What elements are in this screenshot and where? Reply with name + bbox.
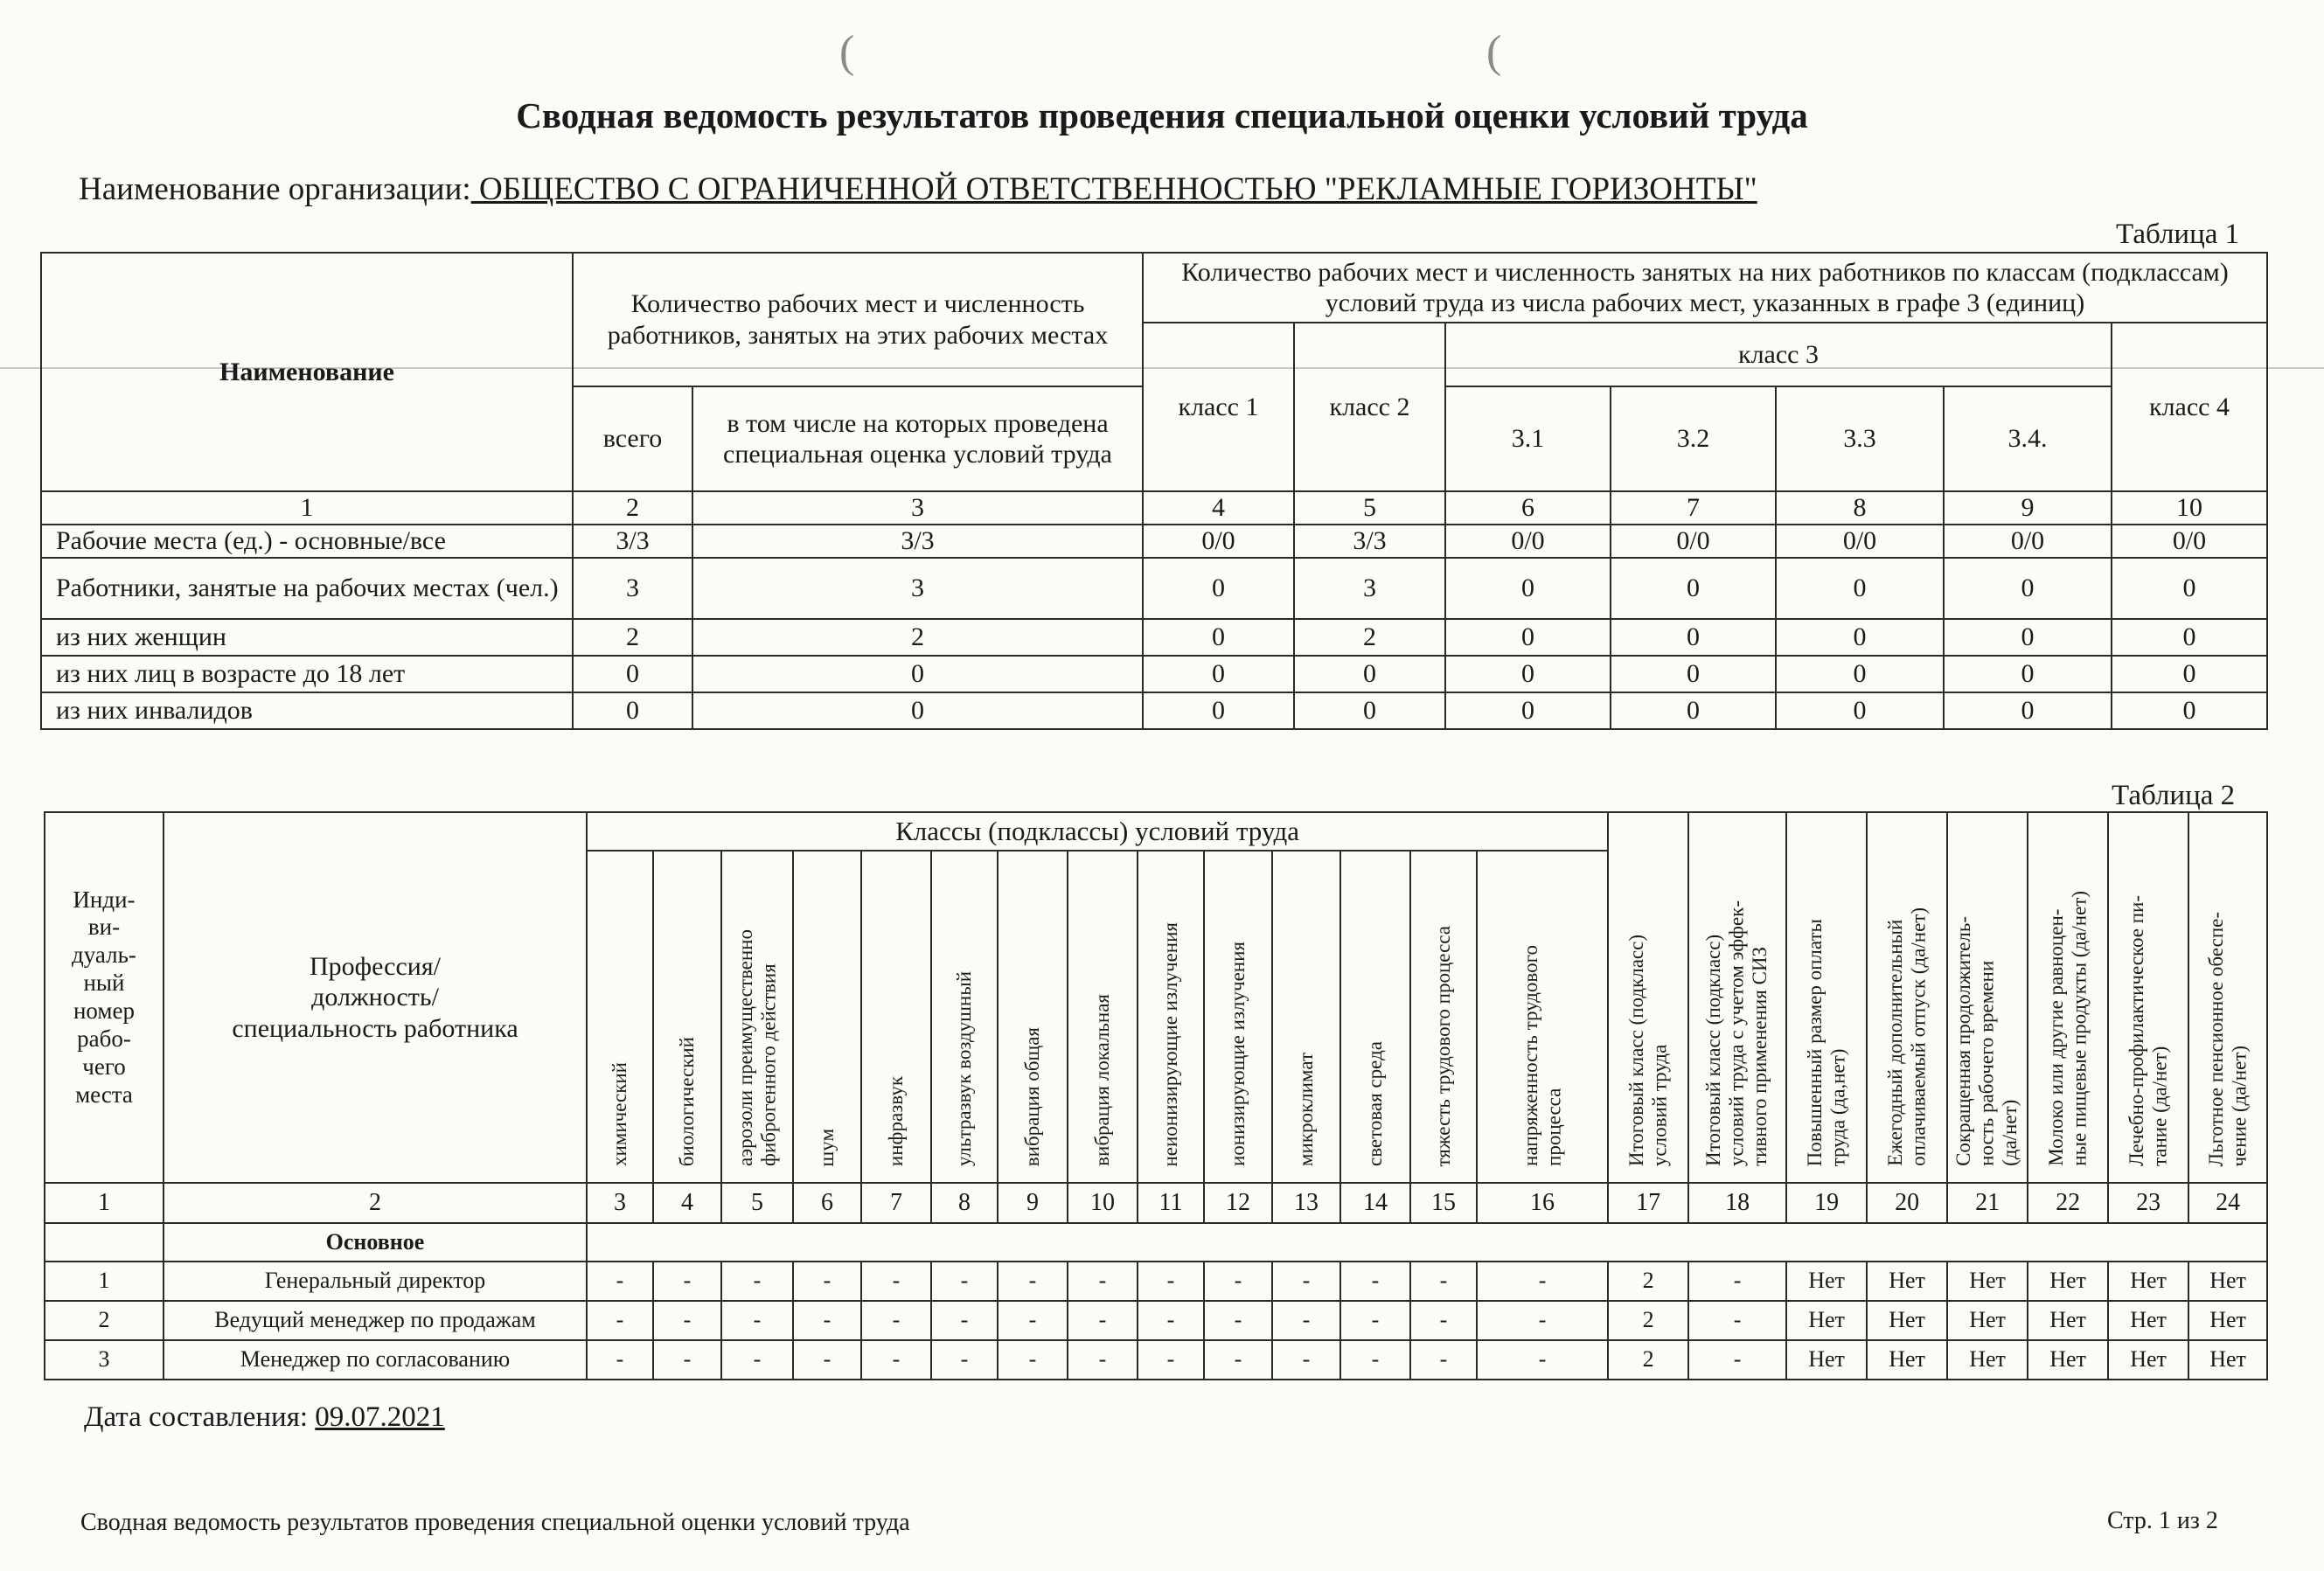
section-label: Основное	[164, 1223, 587, 1262]
column-number-row	[41, 491, 2267, 525]
header-factor-column	[1340, 851, 1410, 1183]
cell-value: -	[1272, 1301, 1340, 1340]
header-extra-text: Льготное пенсионное обеспе- чение (да/нет)	[2204, 911, 2251, 1167]
header-extra-text: Ежегодный дополнительный оплачиваемый отпуск (да/нет)	[1883, 907, 1930, 1167]
cell-value: 2	[1608, 1340, 1688, 1380]
cell-value: -	[861, 1262, 931, 1301]
profession-name: Генеральный директор	[164, 1262, 587, 1301]
column-number: 8	[931, 1183, 998, 1223]
header-class2: класс 2	[1294, 323, 1445, 491]
cell-value: -	[1204, 1301, 1272, 1340]
header-workplaces-group: Количество рабочих мест и численность работников, занятых на этих рабочих местах	[573, 253, 1143, 386]
profession-name: Ведущий менеджер по продажам	[164, 1301, 587, 1340]
profession-name: Менеджер по согласованию	[164, 1340, 587, 1380]
cell-value: -	[1410, 1340, 1477, 1380]
organization-line	[79, 170, 1757, 208]
page-number: Стр. 1 из 2	[2107, 1507, 2218, 1534]
cell-value: -	[1068, 1340, 1138, 1380]
header-factor-column	[587, 851, 653, 1183]
cell-value: -	[587, 1262, 653, 1301]
cell-value: Нет	[2108, 1340, 2188, 1380]
table-row	[41, 619, 2267, 656]
cell-value: -	[793, 1301, 861, 1340]
cell-value: -	[1340, 1262, 1410, 1301]
cell-value: Нет	[1786, 1262, 1867, 1301]
header-factor-column	[1068, 851, 1138, 1183]
cell-value: -	[1477, 1262, 1608, 1301]
cell-value: 3	[692, 558, 1143, 619]
cell-value: Нет	[1786, 1301, 1867, 1340]
header-extra-column	[1786, 812, 1867, 1183]
header-factor-column	[1204, 851, 1272, 1183]
column-number: 7	[1611, 491, 1776, 525]
cell-value: 0/0	[2112, 525, 2267, 558]
cell-value: 0	[1611, 619, 1776, 656]
cell-value: 0	[1143, 558, 1294, 619]
cell-value: -	[1340, 1301, 1410, 1340]
cell-value: 0/0	[1143, 525, 1294, 558]
column-number: 3	[692, 491, 1143, 525]
column-number: 6	[1445, 491, 1611, 525]
header-extra-text: Лечебно-профилактическое пи- тание (да/нет)	[2125, 895, 2171, 1167]
header-factor-column	[721, 851, 793, 1183]
cell-value: Нет	[1947, 1301, 2028, 1340]
header-total: всего	[573, 386, 692, 491]
cell-value: 0	[2112, 558, 2267, 619]
cell-value: -	[653, 1340, 721, 1380]
header-profession: Профессия/ должность/ специальность работника	[164, 812, 587, 1183]
header-factor-column	[998, 851, 1068, 1183]
table-row	[41, 656, 2267, 692]
cell-value: -	[1204, 1340, 1272, 1380]
column-number: 19	[1786, 1183, 1867, 1223]
cell-value: -	[1688, 1340, 1786, 1380]
cell-value: -	[1068, 1301, 1138, 1340]
header-class1: класс 1	[1143, 323, 1294, 491]
cell-value: Нет	[1947, 1340, 2028, 1380]
column-number: 5	[721, 1183, 793, 1223]
cell-value: 0	[1143, 656, 1294, 692]
cell-value: -	[653, 1301, 721, 1340]
header-extra-column	[1688, 812, 1786, 1183]
cell-value: 0	[692, 692, 1143, 729]
table-row	[45, 1340, 2267, 1380]
cell-value: 0	[1611, 692, 1776, 729]
summary-table-2	[44, 811, 2268, 1380]
workplace-number: 2	[45, 1301, 164, 1340]
header-factor-text: ионизирующие излучения	[1226, 942, 1249, 1167]
summary-table-1	[40, 252, 2268, 730]
cell-value: -	[1688, 1301, 1786, 1340]
cell-value: 0	[1445, 619, 1611, 656]
column-number: 5	[1294, 491, 1445, 525]
header-class3-3: 3.3	[1776, 386, 1944, 491]
column-number: 1	[45, 1183, 164, 1223]
organization-name: ОБЩЕСТВО С ОГРАНИЧЕННОЙ ОТВЕТСТВЕННОСТЬЮ "РЕКЛАМНЫЕ ГОРИЗОНТЫ"	[470, 171, 1757, 207]
cell-value: -	[721, 1301, 793, 1340]
header-classes-group: Количество рабочих мест и численность занятых на них работников по классам (подклассам) условий труда из числа рабочих мест, указанных в графе 3 (единиц)	[1143, 253, 2267, 323]
table-row	[41, 558, 2267, 619]
table-row	[41, 525, 2267, 558]
column-number: 4	[1143, 491, 1294, 525]
cell-value: Нет	[2188, 1301, 2267, 1340]
cell-value: Нет	[2108, 1262, 2188, 1301]
column-number: 11	[1138, 1183, 1204, 1223]
column-number: 22	[2028, 1183, 2108, 1223]
column-number: 23	[2108, 1183, 2188, 1223]
column-number: 21	[1947, 1183, 2028, 1223]
column-number: 12	[1204, 1183, 1272, 1223]
cell-value: Нет	[2028, 1262, 2108, 1301]
row-label: из них женщин	[41, 619, 573, 656]
header-extra-text: Итоговый класс (подкласс) условий труда с учетом эффек- тивного применения СИЗ	[1702, 900, 1771, 1167]
header-factor-text: ультразвук воздушный	[952, 971, 975, 1167]
column-number: 10	[1068, 1183, 1138, 1223]
cell-value: 3/3	[692, 525, 1143, 558]
cell-value: 2	[1608, 1301, 1688, 1340]
row-label: из них лиц в возрасте до 18 лет	[41, 656, 573, 692]
header-factor-text: вибрация общая	[1020, 1026, 1043, 1167]
cell-value: 2	[1294, 619, 1445, 656]
table1-caption: Таблица 1	[2116, 219, 2240, 250]
column-number: 24	[2188, 1183, 2267, 1223]
cell-value: -	[931, 1262, 998, 1301]
cell-value: 2	[692, 619, 1143, 656]
cell-value: 0	[1944, 619, 2112, 656]
column-number: 2	[573, 491, 692, 525]
header-factor-column	[1138, 851, 1204, 1183]
cell-value: Нет	[2108, 1301, 2188, 1340]
header-factor-text: тяжесть трудового процесса	[1431, 925, 1454, 1167]
column-number: 9	[998, 1183, 1068, 1223]
header-extra-column	[1867, 812, 1947, 1183]
header-class3-1: 3.1	[1445, 386, 1611, 491]
cell-value: 0	[1611, 558, 1776, 619]
cell-value: -	[1204, 1262, 1272, 1301]
cell-value: -	[1410, 1301, 1477, 1340]
header-factor-text: неионизирующие излучения	[1159, 921, 1181, 1167]
header-factor-text: аэрозоли преимущественно фиброгенного действия	[734, 929, 779, 1167]
header-factor-column	[1410, 851, 1477, 1183]
column-number: 15	[1410, 1183, 1477, 1223]
column-number: 16	[1477, 1183, 1608, 1223]
header-factor-column	[1477, 851, 1608, 1183]
cell-value: 0	[2112, 656, 2267, 692]
column-number: 18	[1688, 1183, 1786, 1223]
cell-value: 0/0	[1611, 525, 1776, 558]
cell-value: Нет	[2028, 1301, 2108, 1340]
column-number: 17	[1608, 1183, 1688, 1223]
cell-value: -	[793, 1262, 861, 1301]
column-number: 14	[1340, 1183, 1410, 1223]
cell-value: 0	[1776, 656, 1944, 692]
cell-value: -	[1138, 1262, 1204, 1301]
header-factor-text: химический	[608, 1062, 630, 1167]
header-factor-text: световая среда	[1363, 1041, 1386, 1167]
column-number: 20	[1867, 1183, 1947, 1223]
cell-value: -	[1477, 1301, 1608, 1340]
cell-value: 0	[573, 692, 692, 729]
cell-value: -	[1138, 1301, 1204, 1340]
cell-value: 0/0	[1944, 525, 2112, 558]
header-factor-column	[793, 851, 861, 1183]
column-number: 4	[653, 1183, 721, 1223]
cell-value: 0/0	[1445, 525, 1611, 558]
cell-value: 0	[1143, 692, 1294, 729]
column-number: 9	[1944, 491, 2112, 525]
footer-title: Сводная ведомость результатов проведения специальной оценки условий труда	[80, 1509, 910, 1536]
cell-value: -	[1272, 1262, 1340, 1301]
cell-value: 0	[1143, 619, 1294, 656]
column-number: 6	[793, 1183, 861, 1223]
table-row	[45, 1301, 2267, 1340]
cell-value: Нет	[1867, 1262, 1947, 1301]
cell-value: Нет	[1786, 1340, 1867, 1380]
cell-value: 0	[1445, 656, 1611, 692]
cell-value: 3/3	[1294, 525, 1445, 558]
header-class4: класс 4	[2112, 323, 2267, 491]
date-value: 09.07.2021	[315, 1401, 445, 1433]
header-extra-text: Итоговый класс (подкласс) условий труда	[1625, 935, 1671, 1167]
punch-hole-mark: (	[1486, 27, 1502, 77]
header-class3: класс 3	[1445, 323, 2112, 386]
cell-value: -	[1410, 1262, 1477, 1301]
header-factor-text: биологический	[675, 1036, 698, 1167]
header-extra-column	[2188, 812, 2267, 1183]
cell-value: Нет	[2028, 1340, 2108, 1380]
cell-value: 2	[1608, 1262, 1688, 1301]
cell-value: -	[721, 1340, 793, 1380]
cell-value: -	[587, 1301, 653, 1340]
cell-value: 3/3	[573, 525, 692, 558]
cell-value: 0	[1294, 692, 1445, 729]
punch-hole-mark: (	[839, 27, 855, 77]
cell-value: -	[1688, 1262, 1786, 1301]
cell-value: Нет	[1947, 1262, 2028, 1301]
cell-value: 0	[1944, 656, 2112, 692]
column-number: 1	[41, 491, 573, 525]
cell-value: Нет	[1867, 1301, 1947, 1340]
column-number: 13	[1272, 1183, 1340, 1223]
header-factor-text: шум	[815, 1128, 838, 1167]
date-label: Дата составления:	[84, 1401, 316, 1433]
cell-value: 0	[1445, 692, 1611, 729]
column-number: 8	[1776, 491, 1944, 525]
column-number-row	[45, 1183, 2267, 1223]
cell-value: 0/0	[1776, 525, 1944, 558]
row-label: Рабочие места (ед.) - основные/все	[41, 525, 573, 558]
header-class3-4: 3.4.	[1944, 386, 2112, 491]
cell-value: -	[998, 1340, 1068, 1380]
header-extra-column	[2108, 812, 2188, 1183]
table-row	[45, 1262, 2267, 1301]
organization-label: Наименование организации:	[79, 171, 471, 207]
header-factor-text: инфразвук	[884, 1076, 907, 1167]
header-class3-2: 3.2	[1611, 386, 1776, 491]
header-classes: Классы (подклассы) условий труда	[587, 812, 1608, 851]
cell-value: -	[1340, 1340, 1410, 1380]
header-factor-text: вибрация локальная	[1090, 994, 1113, 1167]
header-factor-text: микроклимат	[1294, 1053, 1317, 1167]
cell-value: -	[1138, 1340, 1204, 1380]
header-extra-text: Молоко или другие равноцен- ные пищевые продукты (да/нет)	[2044, 891, 2091, 1167]
header-workplace-number: Инди- ви- дуаль- ный номер рабо- чего места	[45, 812, 164, 1183]
cell-value: 0	[1776, 619, 1944, 656]
cell-value: -	[721, 1262, 793, 1301]
row-label: из них инвалидов	[41, 692, 573, 729]
cell-value: -	[793, 1340, 861, 1380]
cell-value: 0	[2112, 692, 2267, 729]
header-assessed: в том числе на которых проведена специальная оценка условий труда	[692, 386, 1143, 491]
column-number: 10	[2112, 491, 2267, 525]
cell-value: 0	[1776, 558, 1944, 619]
cell-value: 0	[2112, 619, 2267, 656]
section-row	[45, 1223, 2267, 1262]
cell-value: 0	[1445, 558, 1611, 619]
column-number: 7	[861, 1183, 931, 1223]
cell-value: 2	[573, 619, 692, 656]
cell-value: 3	[573, 558, 692, 619]
cell-value: 0	[1944, 558, 2112, 619]
cell-value: Нет	[2188, 1340, 2267, 1380]
header-factor-column	[653, 851, 721, 1183]
cell-value: Нет	[2188, 1262, 2267, 1301]
header-extra-text: Повышенный размер оплаты труда (да,нет)	[1803, 918, 1849, 1167]
compilation-date-line	[84, 1401, 445, 1434]
cell-value: -	[931, 1301, 998, 1340]
cell-value: -	[1068, 1262, 1138, 1301]
header-factor-column	[861, 851, 931, 1183]
header-extra-column	[1947, 812, 2028, 1183]
column-number: 2	[164, 1183, 587, 1223]
header-factor-column	[1272, 851, 1340, 1183]
cell-value: 0	[1611, 656, 1776, 692]
header-factor-column	[931, 851, 998, 1183]
cell-value: -	[587, 1340, 653, 1380]
cell-value: 0	[1944, 692, 2112, 729]
table-row	[41, 692, 2267, 729]
header-factor-text: напряженность трудового процесса	[1519, 945, 1565, 1167]
header-extra-text: Сокращенная продолжитель- ность рабочего времени (да/нет)	[1952, 916, 2021, 1167]
cell-value: -	[653, 1262, 721, 1301]
cell-value: 0	[692, 656, 1143, 692]
column-number: 3	[587, 1183, 653, 1223]
document-title: Сводная ведомость результатов проведения специальной оценки условий труда	[516, 95, 1808, 136]
cell-value: -	[998, 1301, 1068, 1340]
cell-value: -	[931, 1340, 998, 1380]
row-label: Работники, занятые на рабочих местах (чел.)	[41, 558, 573, 619]
cell-value: 0	[573, 656, 692, 692]
cell-value: -	[1477, 1340, 1608, 1380]
cell-value: -	[1272, 1340, 1340, 1380]
workplace-number: 3	[45, 1340, 164, 1380]
cell-value: 0	[1294, 656, 1445, 692]
header-extra-column	[2028, 812, 2108, 1183]
workplace-number: 1	[45, 1262, 164, 1301]
table2-caption: Таблица 2	[2112, 780, 2236, 811]
header-extra-column	[1608, 812, 1688, 1183]
cell-value: -	[998, 1262, 1068, 1301]
cell-value: 3	[1294, 558, 1445, 619]
cell-value: -	[861, 1301, 931, 1340]
cell-value: -	[861, 1340, 931, 1380]
cell-value: Нет	[1867, 1340, 1947, 1380]
header-name: Наименование	[41, 253, 573, 491]
cell-value: 0	[1776, 692, 1944, 729]
